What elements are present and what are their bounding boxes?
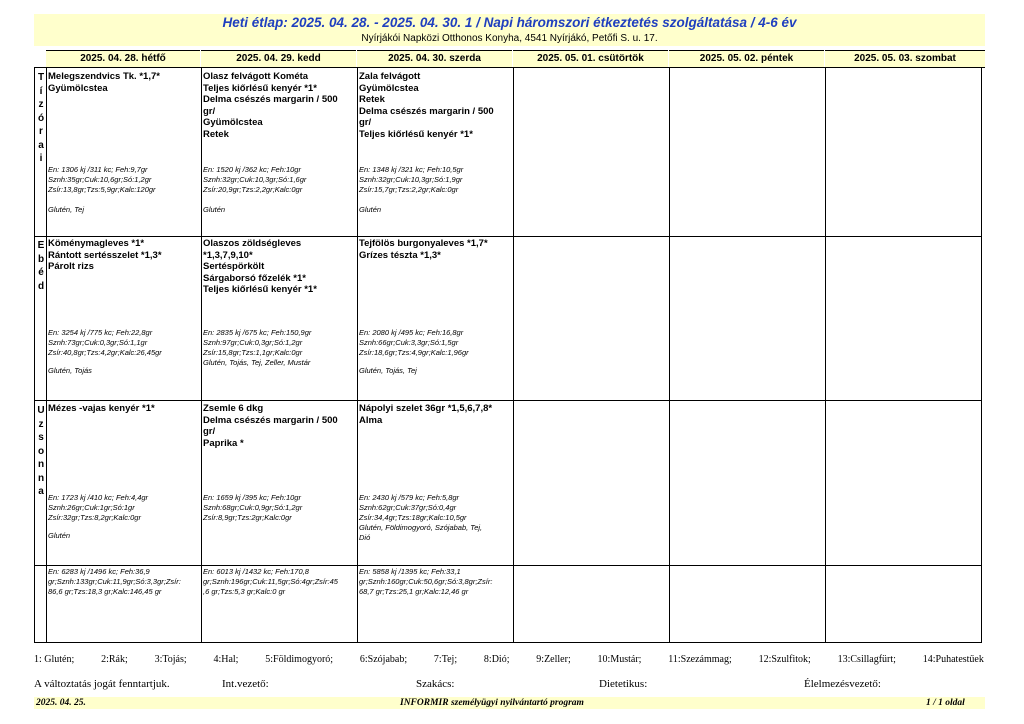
daily-total-wednesday: En: 5858 kj /1395 kc; Feh:33,1 gr;Sznh:160gr;Cuk:50,6gr;Só:3,8gr;Zsír: 68,7 gr;Tzs:25,1 gr;Kalc:12,46 gr bbox=[359, 567, 493, 596]
menu-cell: Tejfölös burgonyaleves *1,7* Grízes tészta *1,3* En: 2080 kj /495 kc; Feh:16,8gr Sznh:66gr;Cuk:3,3gr;Só:1,5gr Zsír:18,6gr;Tzs:4,9gr;Kalc:1,96gr Glutén, Tojás, Tej bbox=[359, 238, 488, 375]
menu-cell: Köménymagleves *1* Rántott sertésszelet *1,3* Párolt rizs En: 3254 kj /775 kc; Feh:22,8gr Sznh:73gr;Cuk:0,3gr;Só:1,1gr Zsír:40,8gr;Tzs:4,2gr;Kalc:26,45gr Glutén, Tojás bbox=[48, 238, 162, 375]
signature-dietetikus: Dietetikus: bbox=[599, 678, 648, 690]
menu-cell: Zala felvágott Gyümölcstea Retek Delma csészés margarin / 500 gr/ Teljes kiőrlésű kenyér *1* En: 1348 kj /321 kc; Feh:10,5gr Sznh:32gr;Cuk:10,3gr;Só:1,9gr Zsír:15,7gr;Tzs:2,2gr;Kalc:0gr Glutén bbox=[359, 71, 494, 214]
menu-grid bbox=[34, 67, 982, 643]
signature-elelmezesvezeto: Élelmezésvezető: bbox=[804, 678, 881, 690]
footer-program: INFORMIR személyügyi nyilvántartó program bbox=[400, 698, 584, 708]
meal-label-snack: U z s o n n a bbox=[37, 405, 45, 497]
disclaimer-text: A változtatás jogát fenntartjuk. bbox=[34, 678, 170, 690]
day-header-monday: 2025. 04. 28. hétfő bbox=[46, 50, 200, 68]
menu-cell: Olasz felvágott Kométa Teljes kiőrlésű kenyér *1* Delma csészés margarin / 500 gr/ Gyümölcstea Retek En: 1520 kj /362 kc; Feh:10gr Sznh:32gr;Cuk:10,3gr;Só:1,6gr Zsír:20,9gr;Tzs:2,2gr;Kalc:0gr Glutén bbox=[203, 71, 338, 214]
menu-cell: Melegszendvics Tk. *1,7* Gyümölcstea En: 1306 kj /311 kc; Feh:9,7gr Sznh:35gr;Cuk:10,6gr;Só:1,2gr Zsír:13,8gr;Tzs:5,9gr;Kalc:120gr Glutén, Tej bbox=[48, 71, 160, 214]
daily-total-monday: En: 6283 kj /1496 kc; Feh:36,9 gr;Sznh:133gr;Cuk:11,9gr;Só:3,3gr;Zsír: 86,6 gr;Tzs:18,3 gr;Kalc:146,45 gr bbox=[48, 567, 181, 596]
signature-int-vezeto: Int.vezető: bbox=[222, 678, 269, 690]
day-header-wednesday: 2025. 04. 30. szerda bbox=[357, 50, 512, 68]
footer-page: 1 / 1 oldal bbox=[926, 698, 965, 708]
day-header-saturday: 2025. 05. 03. szombat bbox=[825, 50, 985, 68]
day-header-tuesday: 2025. 04. 29. kedd bbox=[201, 50, 356, 68]
page-title: Heti étlap: 2025. 04. 28. - 2025. 04. 30. 1 / Napi háromszori étkeztetés szolgáltatása / 4-6 év bbox=[222, 15, 797, 30]
menu-cell: Nápolyi szelet 36gr *1,5,6,7,8* Alma En: 2430 kj /579 kc; Feh:5,8gr Sznh:62gr;Cuk:37gr;Só:0,4gr Zsír:34,4gr;Tzs:18gr;Kalc:10,5gr Glutén, Földimogyoró, Szójabab, Tej, Dió bbox=[359, 403, 493, 542]
daily-total-tuesday: En: 6013 kj /1432 kc; Feh:170,8 gr;Sznh:196gr;Cuk:11,5gr;Só:4gr;Zsír:45 ,6 gr;Tzs:5,3 gr;Kalc:0 gr bbox=[203, 567, 338, 596]
meal-label-breakfast: T í z ó r a i bbox=[37, 72, 45, 164]
meal-label-lunch: E b é d bbox=[37, 240, 45, 292]
menu-cell: Olaszos zöldségleves *1,3,7,9,10* Sertéspörkölt Sárgaborsó főzelék *1* Teljes kiőrlésű kenyér *1* En: 2835 kj /675 kc; Feh:150,9gr Sznh:97gr;Cuk:0,3gr;Só:1,2gr Zsír:15,8gr;Tzs:1,1gr;Kalc:0gr Glutén, Tojás, Tej, Zeller, Mustár bbox=[203, 238, 317, 367]
signature-szakacs: Szakács: bbox=[416, 678, 455, 690]
allergen-legend: 1: Glutén; 2:Rák; 3:Tojás; 4:Hal; 5:Földimogyoró; 6:Szójabab; 7:Tej; 8:Dió; 9:Zeller; 10:Mustár; 11:Szezámmag; 12:Szulfitok; 13:Csillagfürt; 14:Puhatestűek bbox=[34, 654, 984, 665]
footer-date: 2025. 04. 25. bbox=[36, 698, 86, 708]
day-header-thursday: 2025. 05. 01. csütörtök bbox=[513, 50, 668, 68]
page-subtitle: Nyírjákói Napközi Otthonos Konyha, 4541 Nyírjákó, Petőfi S. u. 17. bbox=[361, 33, 658, 44]
menu-cell: Zsemle 6 dkg Delma csészés margarin / 500 gr/ Paprika * En: 1659 kj /395 kc; Feh:10gr Sznh:68gr;Cuk:0,9gr;Só:1,2gr Zsír:8,9gr;Tzs:2gr;Kalc:0gr bbox=[203, 403, 338, 522]
title-band bbox=[34, 14, 985, 46]
day-header-friday: 2025. 05. 02. péntek bbox=[669, 50, 824, 68]
menu-cell: Mézes -vajas kenyér *1* En: 1723 kj /410 kc; Feh:4,4gr Sznh:26gr;Cuk:1gr;Só:1gr Zsír:32gr;Tzs:8,2gr;Kalc:0gr Glutén bbox=[48, 403, 155, 540]
